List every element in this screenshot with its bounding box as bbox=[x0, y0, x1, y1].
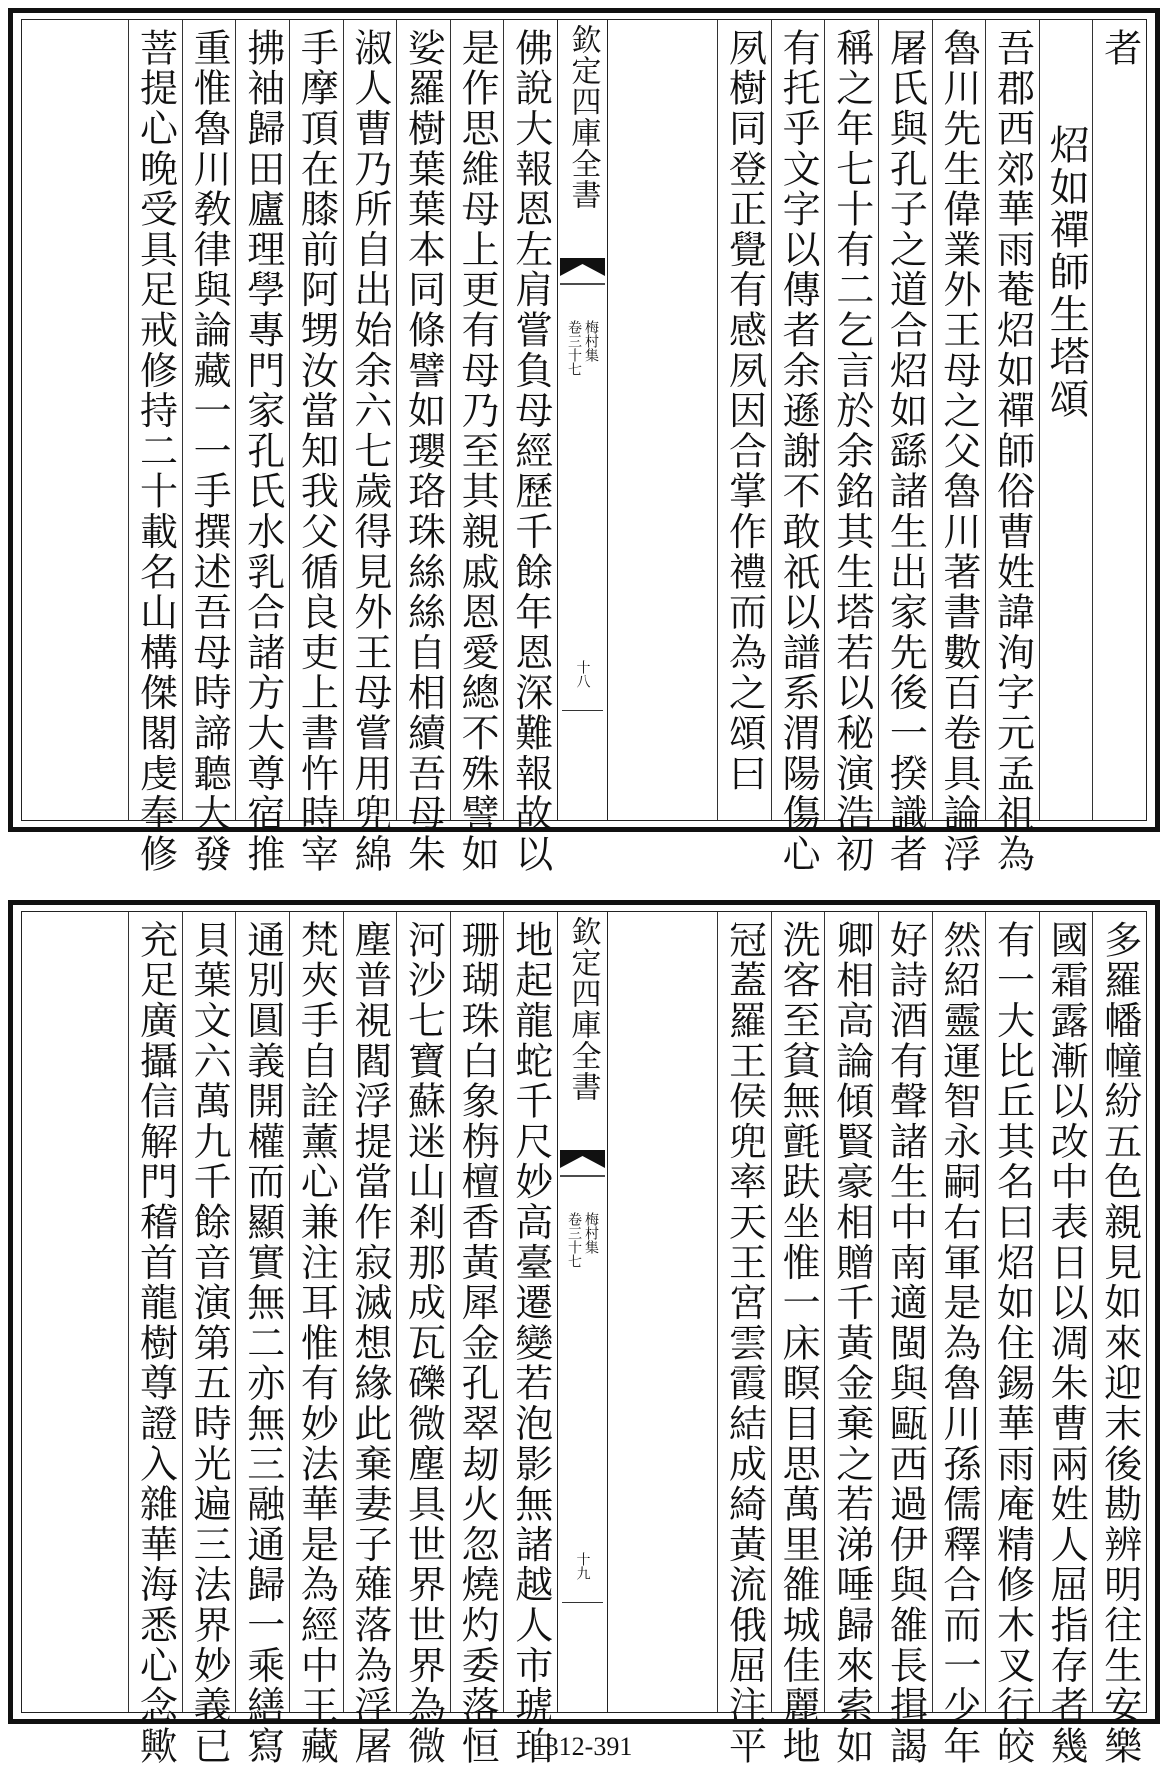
text-column: 菩提心晚受具足戒修持二十載名山構傑閣虔奉修 bbox=[128, 20, 182, 820]
text-column: 屠氏與孔子之道合炤如繇諸生出家先後一揆識者 bbox=[878, 20, 932, 820]
text-column: 通別圓義開權而顯實無二亦無三融通歸一乘繕寫 bbox=[235, 912, 289, 1712]
gutter-rule bbox=[562, 710, 603, 711]
volume-label: 卷三十七 梅村集 bbox=[566, 1212, 599, 1268]
text-column: 充足廣攝信解門稽首龍樹尊證入雜華海悉心念歟 bbox=[128, 912, 182, 1712]
text-column: 有一大比丘其名曰炤如住錫華雨庵精修木叉行皎 bbox=[985, 912, 1039, 1712]
text-column: 魯川先生偉業外王母之父魯川著書數百卷具論浮 bbox=[932, 20, 986, 820]
text-column: 拂袖歸田廬理學專門家孔氏水乳合諸方大尊宿推 bbox=[235, 20, 289, 820]
text-column: 卿相高論傾賢豪相贈千黃金棄之若涕唾歸來索如 bbox=[824, 912, 878, 1712]
left-half bbox=[22, 912, 557, 1767]
right-half bbox=[610, 20, 1146, 875]
page-frame bbox=[21, 19, 1147, 875]
text-column: 然紹靈運智永嗣右軍是為魯川孫儒釋合而一少年 bbox=[932, 912, 986, 1712]
text-column: 稱之年七十有二乞言於余銘其生塔若以秘演浩初 bbox=[824, 20, 878, 820]
text-column: 多羅幡幢紛五色親見如來迎末後勘辨明往生安樂 bbox=[1092, 912, 1146, 1712]
text-column: 手摩頂在膝前阿甥汝當知我父循良吏上書忤時宰 bbox=[289, 20, 343, 820]
text-column: 夙樹同登正覺有感夙因合掌作禮而為之頌曰 bbox=[717, 20, 771, 820]
text-column: 淑人曹乃所自出始余六七歲得見外王母嘗用兜綿 bbox=[343, 20, 397, 820]
text-column: 有托乎文字以傳者余遜謝不敢祇以譜系渭陽傷心 bbox=[771, 20, 825, 820]
text-column: 國霜露漸以改中表日以凋朱曹兩姓人屈指存者幾 bbox=[1039, 912, 1093, 1712]
text-column: 者 bbox=[1092, 20, 1146, 820]
text-column: 貝葉文六萬九千餘音演第五時光遍三法界妙義已 bbox=[182, 912, 236, 1712]
text-column: 吾郡西郊華雨菴炤如禪師俗曹姓諱洵字元孟祖為 bbox=[985, 20, 1039, 820]
book-title: 欽定四庫全書 bbox=[565, 24, 601, 210]
center-gutter bbox=[557, 20, 608, 820]
volume-label: 卷三十七 梅村集 bbox=[566, 320, 599, 376]
page-top bbox=[8, 8, 1160, 875]
leaf-number: 十八 bbox=[574, 660, 591, 688]
text-column: 洗客至貧無氈趺坐惟一床瞑目思萬里雒城佳麗地 bbox=[771, 912, 825, 1712]
text-column: 佛說大報恩左肩嘗負母經歷千餘年恩深難報故以 bbox=[503, 20, 557, 820]
fish-tail-mark bbox=[560, 1150, 605, 1188]
text-column: 梵夾手自詮薰心兼注耳惟有妙法華是為經中王藏 bbox=[289, 912, 343, 1712]
right-half bbox=[610, 912, 1146, 1767]
text-column: 娑羅樹葉葉本同條譬如瓔珞珠絲絲自相續吾母朱 bbox=[396, 20, 450, 820]
text-column: 冠蓋羅王侯兜率天王宮雲霞結成綺黃流俄屈注平 bbox=[717, 912, 771, 1712]
page-number: 1312-391 bbox=[532, 1732, 633, 1761]
left-half bbox=[22, 20, 557, 875]
text-column: 塵普視閻浮提當作寂滅想緣此棄妻子薙落為浮屠 bbox=[343, 912, 397, 1712]
center-gutter bbox=[557, 912, 608, 1712]
text-column: 河沙七寶蘇迷山剎那成瓦礫微塵具世界世界為微 bbox=[396, 912, 450, 1712]
section-title: 炤如禪師生塔頌 bbox=[1039, 20, 1093, 820]
fish-tail-mark bbox=[560, 258, 605, 296]
text-column: 地起龍蛇千尺妙高臺遷變若泡影無諸越人市琥珀 bbox=[503, 912, 557, 1712]
gutter-rule bbox=[562, 1602, 603, 1603]
book-title: 欽定四庫全書 bbox=[565, 916, 601, 1102]
text-column: 珊瑚珠白象栴檀香黃犀金孔翠刼火忽燒灼委落恒 bbox=[450, 912, 504, 1712]
text-column: 重惟魯川敎律與論藏一一手撰述吾母時諦聽大發 bbox=[182, 20, 236, 820]
leaf-number: 十九 bbox=[574, 1552, 591, 1580]
text-column: 是作思維母上更有母乃至其親戚恩愛總不殊譬如 bbox=[450, 20, 504, 820]
text-column: 好詩酒有聲諸生中南適閩與甌西過伊與雒長揖謁 bbox=[878, 912, 932, 1712]
